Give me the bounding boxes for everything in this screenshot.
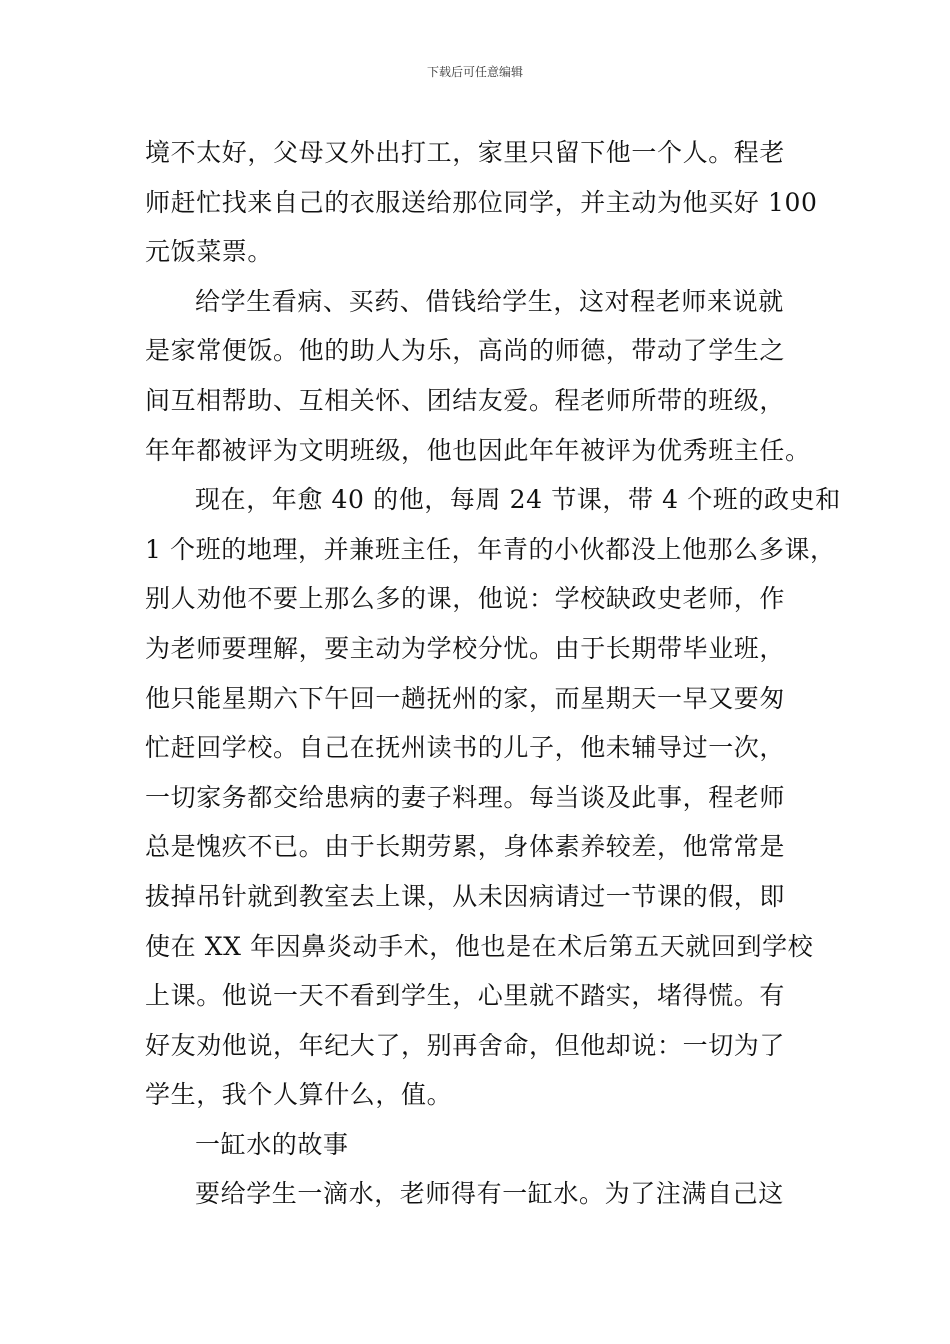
text-line: 一缸水的故事	[195, 1129, 349, 1159]
page-header: 下载后可任意编辑	[426, 65, 523, 79]
text-line: 好友劝他说，年纪大了，别再舍命，但他却说：一切为了	[145, 1030, 786, 1060]
document-body	[145, 128, 841, 1219]
text-line: 给学生看病、买药、借钱给学生，这对程老师来说就	[195, 286, 784, 316]
text-line: 一切家务都交给患病的妻子料理。每当谈及此事，程老师	[145, 782, 786, 812]
text-line: 间互相帮助、互相关怀、团结友爱。程老师所带的班级，	[145, 385, 786, 415]
text-line: 1 个班的地理，并兼班主任，年青的小伙都没上他那么多课，	[145, 534, 836, 564]
text-line: 学生，我个人算什么，值。	[145, 1080, 453, 1110]
text-line: 师赶忙找来自己的衣服送给那位同学，并主动为他买好 100	[145, 187, 818, 217]
text-line: 拔掉吊针就到教室去上课，从未因病请过一节课的假，即	[145, 881, 786, 911]
text-line: 为老师要理解，要主动为学校分忧。由于长期带毕业班，	[145, 633, 786, 663]
text-line: 是家常便饭。他的助人为乐，高尚的师德，带动了学生之	[145, 336, 786, 366]
text-line: 总是愧疚不已。由于长期劳累，身体素养较差，他常常是	[145, 832, 786, 862]
text-line: 元饭菜票。	[145, 237, 274, 267]
text-line: 年年都被评为文明班级，他也因此年年被评为优秀班主任。	[145, 435, 811, 465]
text-line: 要给学生一滴水，老师得有一缸水。为了注满自己这	[195, 1179, 784, 1209]
text-line: 别人劝他不要上那么多的课，他说：学校缺政史老师，作	[145, 584, 786, 614]
text-line: 境不太好，父母又外出打工，家里只留下他一个人。程老	[145, 138, 786, 167]
text-line: 忙赶回学校。自己在抚州读书的儿子，他未辅导过一次，	[145, 733, 786, 763]
text-line: 上课。他说一天不看到学生，心里就不踏实，堵得慌。有	[145, 981, 786, 1011]
text-line: 使在 XX 年因鼻炎动手术，他也是在术后第五天就回到学校	[145, 931, 814, 961]
text-line: 他只能星期六下午回一趟抚州的家，而星期天一早又要匆	[145, 683, 786, 713]
text-line: 现在，年愈 40 的他，每周 24 节课，带 4 个班的政史和	[195, 485, 841, 515]
